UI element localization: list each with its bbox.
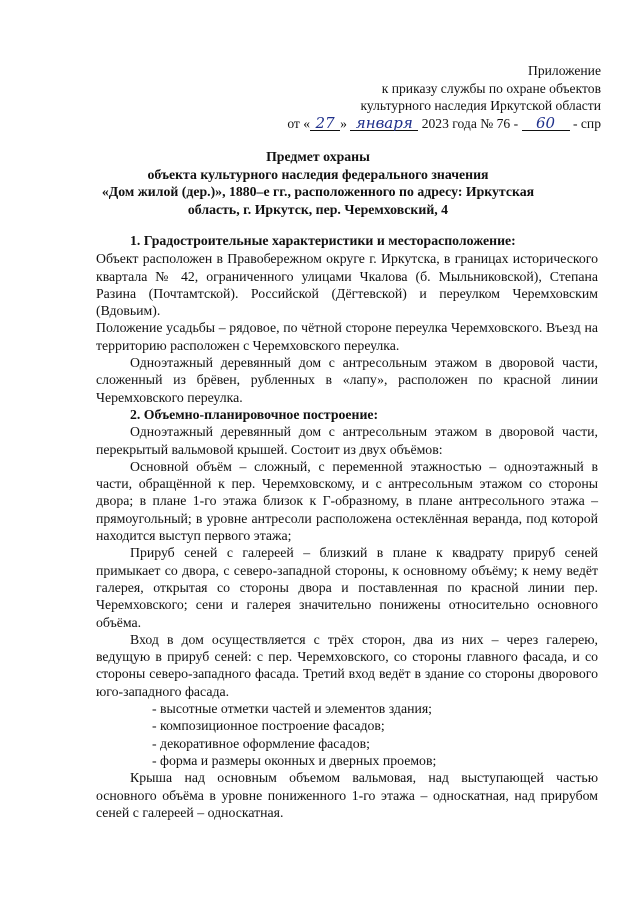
year-text: 2023 года № 76 -	[421, 115, 519, 131]
document-body	[96, 232, 598, 821]
appendix-date-line	[287, 115, 601, 133]
title-line-4: область, г. Иркутск, пер. Черемховский, 4	[187, 201, 449, 217]
appendix-agency-line: культурного наследия Иркутской области	[360, 98, 601, 113]
section-2-paragraph-1: Одноэтажный деревянный дом с антресольным этажом в дворовой части, перекрытый вальмовой крышей. Состоит из двух объёмов:	[96, 424, 598, 457]
section-2-paragraph-4: Вход в дом осуществляется с трёх сторон, два из них – через галерею, ведущую в прируб сеней: с пер. Черемховского, со стороны главного фасада, и со стороны северо-западного фасада. Третий вход ведёт в здание со стороны дворового юго-западного фасада.	[96, 631, 598, 699]
list-item: - высотные отметки частей и элементов здания;	[152, 701, 433, 717]
section-1-paragraph-1: Объект расположен в Правобережном округе г. Иркутска, в границах исторического квартала № 42, ограниченного улицами Чкалова (б. Мыльниковской), Степана Разина (Почтамтской). Российской (Дёгтевской) и переулком Черемховским (Вдовьим).	[96, 251, 598, 319]
section-2-heading: 2. Объемно-планировочное построение:	[130, 406, 379, 422]
section-2-paragraph-2: Основной объём – сложный, с переменной этажностью – одноэтажный в части, обращённой к пер. Черемховскому, и с антресольным этажом со стороны двора; в плане 1-го этажа близок к Г-образному, в плане антресольного этажа – прямоугольный; в уровне антресоли расположена остеклённая веранда, под которой находится выступ первого этажа;	[96, 458, 598, 544]
handwritten-month: января	[350, 116, 418, 131]
document-title	[88, 148, 548, 218]
section-1-paragraph-3: Одноэтажный деревянный дом с антресольным этажом в дворовой части, сложенный из брёвен, рубленных в «лапу», расположен по красной линии Черемховского переулка.	[96, 355, 598, 405]
appendix-block	[287, 62, 601, 132]
appendix-order-line: к приказу службы по охране объектов	[381, 80, 601, 96]
section-1-paragraph-2: Положение усадьбы – рядовое, по чётной стороне переулка Черемховского. Въезд на территорию расположен с Черемховского переулка.	[96, 320, 598, 353]
section-2-paragraph-5: Крыша над основным объемом вальмовая, над выступающей частью основного объёма в уровне пониженного 1-го этажа – односкатная, над прирубом сеней с галереей – односкатная.	[96, 770, 598, 820]
date-mid: »	[340, 115, 347, 131]
title-line-1: Предмет охраны	[266, 149, 370, 164]
title-line-3: «Дом жилой (дер.)», 1880–е гг., расположенного по адресу: Иркутская	[101, 184, 535, 200]
section-2-paragraph-3: Прируб сеней с галереей – близкий в плане к квадрату прируб сеней примыкает со двора, с северо-западной стороны, к основному объёму; к нему ведёт галерея, открытая со стороны двора и поставленная по красной линии пер. Черемховского; сени и галерея значительно понижены относительно основного объёма.	[96, 545, 598, 630]
list-item: - композиционное построение фасадов;	[152, 718, 385, 734]
title-line-2: объекта культурного наследия федерального значения	[147, 166, 489, 182]
handwritten-number: 60	[522, 116, 570, 131]
list-item: - декоративное оформление фасадов;	[152, 735, 370, 751]
section-1-heading: 1. Градостроительные характеристики и месторасположение:	[130, 233, 516, 248]
order-suffix: - спр	[572, 115, 601, 131]
handwritten-day: 27	[310, 116, 340, 131]
appendix-title: Приложение	[528, 63, 601, 78]
list-item: - форма и размеры оконных и дверных проемов;	[152, 752, 437, 768]
date-prefix: от «	[287, 115, 311, 131]
